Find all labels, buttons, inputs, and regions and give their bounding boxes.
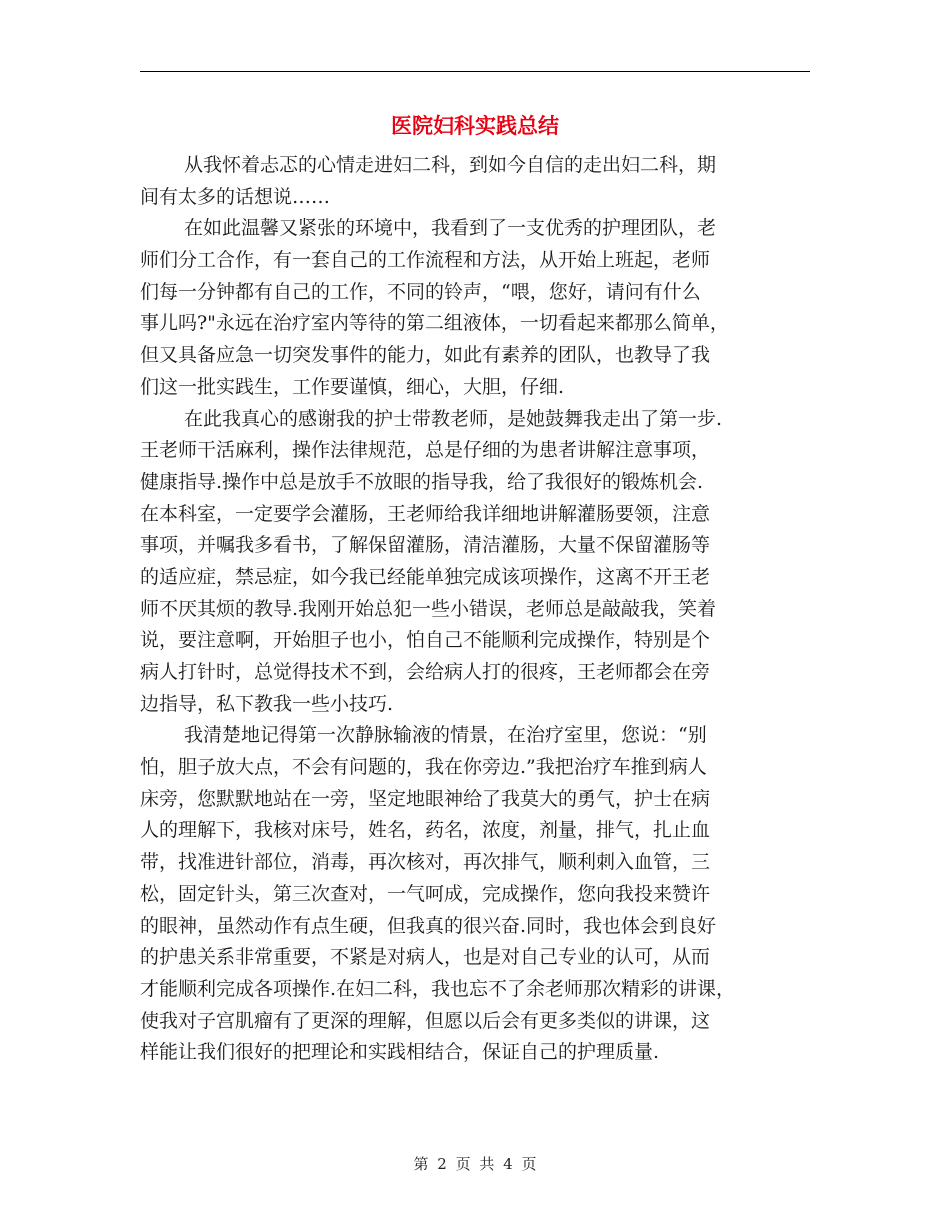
document-body [140, 150, 810, 1069]
text-line: 间有太多的话想说…… [140, 185, 331, 208]
text-line: 带，找准进针部位，消毒，再次核对，再次排气，顺利刺入血管，三 [140, 851, 711, 874]
text-line: 使我对子宫肌瘤有了更深的理解，但愿以后会有更多类似的讲课，这 [140, 1009, 711, 1032]
page-number: 第 2 页 共 4 页 [413, 1155, 537, 1173]
text-line: 才能顺利完成各项操作.在妇二科，我也忘不了余老师那次精彩的讲课， [140, 977, 736, 1000]
header-rule [140, 71, 810, 72]
text-line: 师们分工合作，有一套自己的工作流程和方法，从开始上班起，老师 [140, 249, 711, 272]
text-line: 我清楚地记得第一次静脉输液的情景，在治疗室里，您说：“别 [184, 724, 707, 747]
text-line: 在本科室，一定要学会灌肠，王老师给我详细地讲解灌肠要领，注意 [140, 502, 711, 525]
text-line: 的眼神，虽然动作有点生硬，但我真的很兴奋.同时，我也体会到良好 [140, 914, 717, 937]
text-line: 边指导，私下教我一些小技巧. [140, 692, 394, 715]
text-line: 怕，胆子放大点，不会有问题的，我在你旁边.”我把治疗车推到病人 [140, 756, 707, 779]
text-line: 的护患关系非常重要，不紧是对病人，也是对自己专业的认可，从而 [140, 946, 711, 969]
text-line: 说，要注意啊，开始胆子也小，怕自己不能顺利完成操作，特别是个 [140, 629, 711, 652]
text-line: 在如此温馨又紧张的环境中，我看到了一支优秀的护理团队，老 [184, 217, 717, 240]
text-line: 事项，并嘱我多看书，了解保留灌肠，清洁灌肠，大量不保留灌肠等 [140, 534, 711, 557]
text-line: 松，固定针头，第三次查对，一气呵成，完成操作，您向我投来赞许 [140, 882, 711, 905]
text-line: 事儿吗?"永远在治疗室内等待的第二组液体，一切看起来都那么简单， [140, 312, 729, 335]
text-line: 们每一分钟都有自己的工作，不同的铃声，“喂，您好，请问有什么 [140, 280, 701, 303]
text-line: 样能让我们很好的把理论和实践相结合，保证自己的护理质量. [140, 1041, 660, 1064]
text-line: 从我怀着忐忑的心情走进妇二科，到如今自信的走出妇二科，期 [184, 154, 717, 176]
text-line: 人的理解下，我核对床号，姓名，药名，浓度，剂量，排气，扎止血 [140, 819, 711, 842]
text-line: 但又具备应急一切突发事件的能力，如此有素养的团队，也教导了我 [140, 344, 711, 367]
text-line: 在此我真心的感谢我的护士带教老师，是她鼓舞我走出了第一步. [184, 407, 723, 430]
document-title: 医院妇科实践总结 [391, 114, 559, 138]
text-line: 师不厌其烦的教导.我刚开始总犯一些小错误，老师总是敲敲我，笑着 [140, 597, 717, 620]
text-line: 病人打针时，总觉得技术不到，会给病人打的很疼，王老师都会在旁 [140, 661, 711, 683]
text-line: 王老师干活麻利，操作法律规范，总是仔细的为患者讲解注意事项， [140, 439, 711, 462]
text-line: 们这一批实践生，工作要谨慎，细心，大胆，仔细. [140, 375, 565, 398]
text-line: 健康指导.操作中总是放手不放眼的指导我，给了我很好的锻炼机会. [140, 470, 704, 493]
text-line: 床旁，您默默地站在一旁，坚定地眼神给了我莫大的勇气，护士在病 [140, 787, 711, 810]
text-line: 的适应症，禁忌症，如今我已经能单独完成该项操作，这离不开王老 [140, 565, 711, 588]
